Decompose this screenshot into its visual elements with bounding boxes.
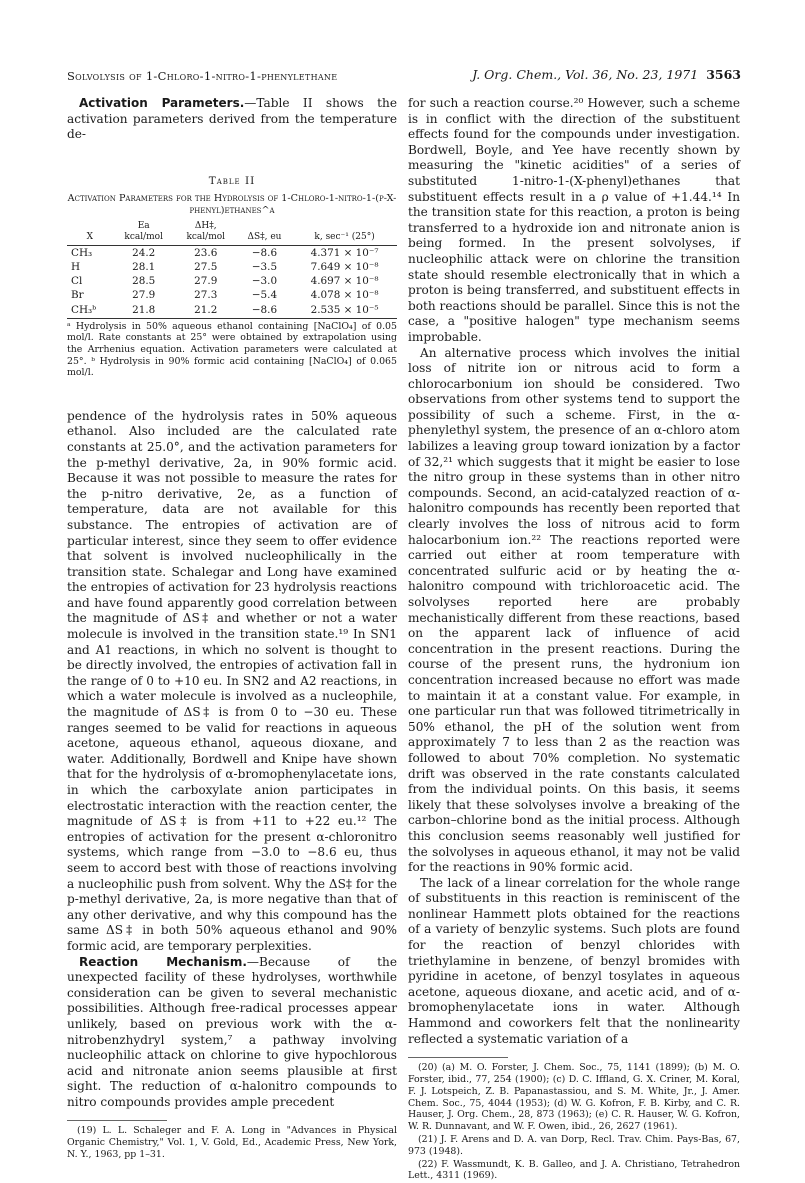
right-column [408,96,740,1183]
table-footnotes: ᵃ Hydrolysis in 50% aqueous ethanol containing [NaClO₄] of 0.05 mol/l. Rate constants at 25° were obtained by extrapolation using the Arrhenius equation. Activation parameters were calculated at 25°. ᵇ Hydrolysis in 90% formic acid containing [NaClO₄] of 0.065 mol/l. [67,320,397,379]
table-row [67,260,397,274]
table-ii [67,175,397,379]
cell: CH₃ᵇ [67,303,113,319]
table-caption: Activation Parameters for the Hydrolysis of 1-Chloro-1-nitro-1-(p-X-phenyl)ethanes^a [67,192,397,216]
cell: 21.8 [113,303,175,319]
col-head-k: k, sec⁻¹ (25°) [292,232,397,246]
cell: 23.6 [194,246,218,259]
running-title: Solvolysis of 1-Chloro-1-nitro-1-phenylethane [67,69,338,83]
paragraph-entropies: pendence of the hydrolysis rates in 50% aqueous ethanol. Also included are the calculated rate constants at 25.0°, and the activation parameters for the p-methyl derivative, 2a, in 90% formic acid. Because it was not possible to measure the rates for the p-nitro derivative, 2e, as a function of temperature, data are not available for this substance. The entropies of activation are of particular interest, since they seem to offer evidence that solvent is involved nucleophilically in the transition state. Schalegar and Long have examined the entropies of activation for 23 hydrolysis reactions and have found apparently good correlation between the magnitude of ΔS‡ and whether or not a water molecule is involved in the transition state.¹⁹ In SN1 and A1 reactions, in which no solvent is thought to be directly involved, the entropies of activation fall in the range of 0 to +10 eu. In SN2 and A2 reactions, in which a water molecule is involved as a nucleophile, the magnitude of ΔS‡ is from 0 to −30 eu. These ranges seemed to be valid for reactions in aqueous acetone, aqueous ethanol, aqueous dioxane, and water. Additionally, Bordwell and Knipe have shown that for the hydrolysis of α-bromophenylacetate ions, in which the carboxylate anion participates in electrostatic interaction with the reaction center, the magnitude of ΔS‡ is from +11 to +22 eu.¹² The entropies of activation for the present α-chloronitro systems, which range from −3.0 to −8.6 eu, thus seem to accord best with those of reactions involving a nucleophilic push from solvent. Why the ΔS‡ for the p-methyl derivative, 2a, is more negative than that of any other derivative, and why this compound has the same ΔS‡ in both 50% aqueous ethanol and 90% formic acid, are temporary perplexities. [67,408,398,953]
cell: −8.6 [237,303,292,319]
cell: Br [71,289,84,302]
col-head-top [67,221,113,232]
cell: Cl [71,275,83,288]
col-head-top [237,221,292,232]
journal-citation [472,67,741,82]
cell: 24.2 [132,246,156,259]
col-head-top [292,221,397,232]
cell: −3.5 [251,260,278,273]
page-number: 3563 [706,67,741,82]
cell: 4.697 × 10⁻⁸ [310,275,379,288]
footnote-divider [408,1057,508,1058]
footnote-20: (20) (a) M. O. Forster, J. Chem. Soc., 75, 1141 (1899); (b) M. O. Forster, ibid., 77, 254 (1900); (c) D. C. Iffland, G. X. Criner, M. Koral, F. J. Lotspeich, Z. B. Papanastassiou, and S. M. White, Jr., J. Amer. Chem. Soc., 75, 4044 (1953); (d) W. G. Kofron, F. B. Kirby, and C. R. Hauser, J. Org. Chem., 28, 873 (1963); (e) C. R. Hauser, W. G. Kofron, W. R. Dunnavant, and W. F. Owen, ibid., 26, 2627 (1961). [408,1062,740,1133]
col-head-ea: kcal/mol [113,232,175,246]
cell: −5.4 [251,289,278,302]
cell: 27.3 [194,289,218,302]
cell: 28.5 [132,275,156,288]
footnote-divider [67,1120,167,1121]
table-row [67,245,397,260]
footnote-19: (19) L. L. Schaleger and F. A. Long in "Advances in Physical Organic Chemistry," Vol. 1, V. Gold, Ed., Academic Press, New York, N. Y., 1963, pp 1–31. [67,1125,397,1161]
paragraph-positive-halogen: for such a reaction course.²⁰ However, such a scheme is in conflict with the direction of the substituent effects found for the compounds under investigation. Bordwell, Boyle, and Yee have recently shown by measuring the "kinetic acidities" of a series of substituted 1-nitro-1-(X-phenyl)ethanes that substituent effects result in a ρ value of +1.44.¹⁴ In the transition state for this reaction, a proton is being transferred to a hydroxide ion and nitronate anion is being formed. In the present solvolyses, if nucleophilic attack were on chlorine the transition state should resemble electronically that in which a proton is being transferred, and substituent effects in both reactions should be parallel. Since this is not the case, a "positive halogen" type mechanism seems improbable. [408,96,740,344]
col-head-top: Ea [137,220,150,231]
col-head-top: ΔH‡, [194,220,217,231]
section-head-activation: Activation Parameters. [79,96,245,110]
col-head-ds: ΔS‡, eu [237,232,292,246]
cell: CH₃ [71,246,93,259]
cell: −8.6 [251,246,278,259]
section-head-mechanism: Reaction Mechanism. [79,954,247,969]
cell: 27.5 [194,260,218,273]
cell: 28.1 [132,260,156,273]
cell: 4.078 × 10⁻⁸ [310,289,379,302]
mechanism-text: —Because of the unexpected facility of these hydrolyses, worthwhile consideration can be given to several mechanistic possibilities. Although free-radical processes appear unlikely, based on previous work with the α-nitrobenzhydryl system,⁷ a pathway involving nucleophilic attack on chlorine to give hypochlorous acid and nitronate anion seems plausible at first sight. The reduction of α-halonitro compounds to nitro compounds provides ample precedent [67,954,397,1109]
table-row [67,303,397,319]
cell: 27.9 [194,275,218,288]
left-column [67,96,397,1162]
cell: 2.535 × 10⁻⁵ [292,303,397,319]
paragraph-hammett: The lack of a linear correlation for the whole range of substituents in this reaction is reminiscent of the nonlinear Hammett plots obtained for the reactions of a variety of benzylic systems. Such plots are found for the reaction of benzyl chlorides with triethylamine in benzene, of benzyl bromides with pyridine in acetone, of benzyl tosylates in aqueous acetone, aqueous dioxane, and acetic acid, and of α-bromophenylacetate ions in water. Although Hammond and coworkers felt that the nonlinearity reflected a systematic variation of a [408,875,740,1046]
table-row [67,288,397,302]
col-head-dh: kcal/mol [175,232,237,246]
col-head-x: X [67,232,113,246]
cell: 7.649 × 10⁻⁸ [310,260,379,273]
paragraph-alternative-process: An alternative process which involves the initial loss of nitrite ion or nitrous acid to form a chlorocarbonium ion should be considered. Two observations from other systems tend to support the possibility of such a scheme. First, in the α-phenylethyl system, the presence of an α-chloro atom labilizes a leaving group toward ionization by a factor of 32,²¹ which suggests that it might be easier to lose the nitro group in these systems than in other nitro compounds. Second, an acid-catalyzed reaction of α-halonitro compounds has recently been reported that clearly involves the loss of nitrous acid to form halocarbonium ion.²² The reactions reported were carried out either at room temperature with concentrated sulfuric acid or by heating the α-halonitro compound with trichloroacetic acid. The solvolyses reported here are probably mechanistically different from these reactions, based on the apparent lack of influence of acid concentration in the present reactions. During the course of the present runs, the hydronium ion concentration increased because no effort was made to maintain it at a constant value. For example, in one particular run that was followed titrimetrically in 50% ethanol, the pH of the solution went from approximately 7 to less than 2 as the reaction was followed to about 70% completion. No systematic drift was observed in the rate constants calculated from the individual points. On this basis, it seems likely that these solvolyses involve a breaking of the carbon–chlorine bond as the initial process. Although this conclusion seems reasonably well justified for the solvolyses in aqueous ethanol, it may not be valid for the reactions in 90% formic acid. [408,345,740,875]
cell: 21.2 [175,303,237,319]
activation-parameters-intro [67,96,397,143]
cell: 27.9 [132,289,156,302]
activation-table [67,221,397,319]
reaction-mechanism-paragraph [67,955,397,1111]
intro-text: —Table II shows the activation parameters derived from the temperature de- [67,96,397,142]
table-title: Table II [208,174,256,187]
cell: −3.0 [251,275,278,288]
cell: 4.371 × 10⁻⁷ [310,246,379,259]
footnote-22: (22) F. Wassmundt, K. B. Galleo, and J. A. Christiano, Tetrahedron Lett., 4311 (1969). [408,1158,740,1182]
table-row [67,274,397,288]
footnote-21: (21) J. F. Arens and D. A. van Dorp, Recl. Trav. Chim. Pays-Bas, 67, 973 (1948). [408,1134,740,1157]
journal-name: J. Org. Chem., Vol. 36, No. 23, 1971 [472,67,699,82]
cell: H [71,260,81,273]
